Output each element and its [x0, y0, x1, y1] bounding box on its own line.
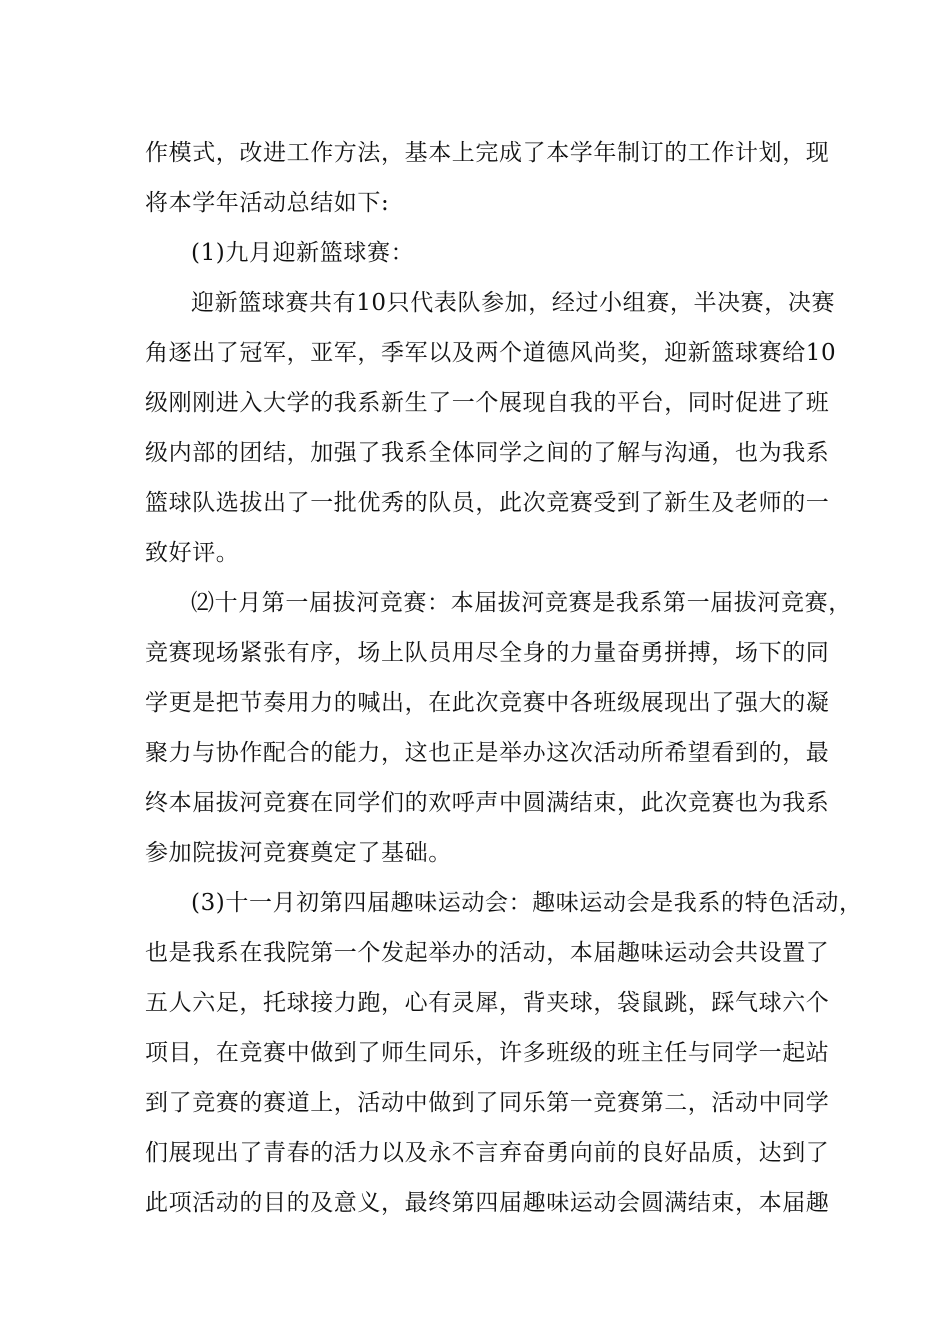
text-line: 们展现出了青春的活力以及永不言弃奋勇向前的良好品质，达到了: [145, 1140, 830, 1166]
text-line: 终本届拔河竞赛在同学们的欢呼声中圆满结束，此次竞赛也为我系: [145, 790, 830, 816]
text-line: 五人六足，托球接力跑，心有灵犀，背夹球，袋鼠跳，踩气球六个: [145, 990, 830, 1016]
text-line: 级刚刚进入大学的我系新生了一个展现自我的平台，同时促进了班: [145, 390, 830, 416]
text-line: 迎新篮球赛共有10只代表队参加，经过小组赛，半决赛，决赛: [191, 290, 836, 316]
text-line: 篮球队选拔出了一批优秀的队员，此次竞赛受到了新生及老师的一: [145, 490, 830, 516]
section-heading: ⑵十月第一届拔河竞赛：本届拔河竞赛是我系第一届拔河竞赛，: [191, 590, 852, 616]
text-line: 级内部的团结，加强了我系全体同学之间的了解与沟通，也为我系: [145, 440, 830, 466]
text-line: 学更是把节奏用力的喊出，在此次竞赛中各班级展现出了强大的凝: [145, 690, 830, 716]
text-line: 也是我系在我院第一个发起举办的活动，本届趣味运动会共设置了: [145, 940, 830, 966]
text-line: 竞赛现场紧张有序，场上队员用尽全身的力量奋勇拼搏，场下的同: [145, 640, 830, 666]
document-page: [145, 133, 863, 1233]
text-line: 将本学年活动总结如下:: [145, 190, 390, 216]
text-line: 致好评。: [145, 540, 240, 566]
section-heading: (1)九月迎新篮球赛：: [191, 240, 415, 266]
text-line: 到了竞赛的赛道上，活动中做到了同乐第一竞赛第二，活动中同学: [145, 1090, 830, 1116]
text-line: 项目，在竞赛中做到了师生同乐，许多班级的班主任与同学一起站: [145, 1040, 830, 1066]
text-line: 作模式，改进工作方法，基本上完成了本学年制订的工作计划，现: [145, 140, 830, 166]
section-heading: (3)十一月初第四届趣味运动会：趣味运动会是我系的特色活动，: [191, 890, 863, 916]
text-line: 参加院拔河竞赛奠定了基础。: [145, 840, 452, 866]
text-line: 角逐出了冠军，亚军，季军以及两个道德风尚奖，迎新篮球赛给10: [145, 340, 837, 366]
text-line: 此项活动的目的及意义，最终第四届趣味运动会圆满结束，本届趣: [145, 1190, 830, 1216]
text-line: 聚力与协作配合的能力，这也正是举办这次活动所希望看到的，最: [145, 740, 830, 766]
